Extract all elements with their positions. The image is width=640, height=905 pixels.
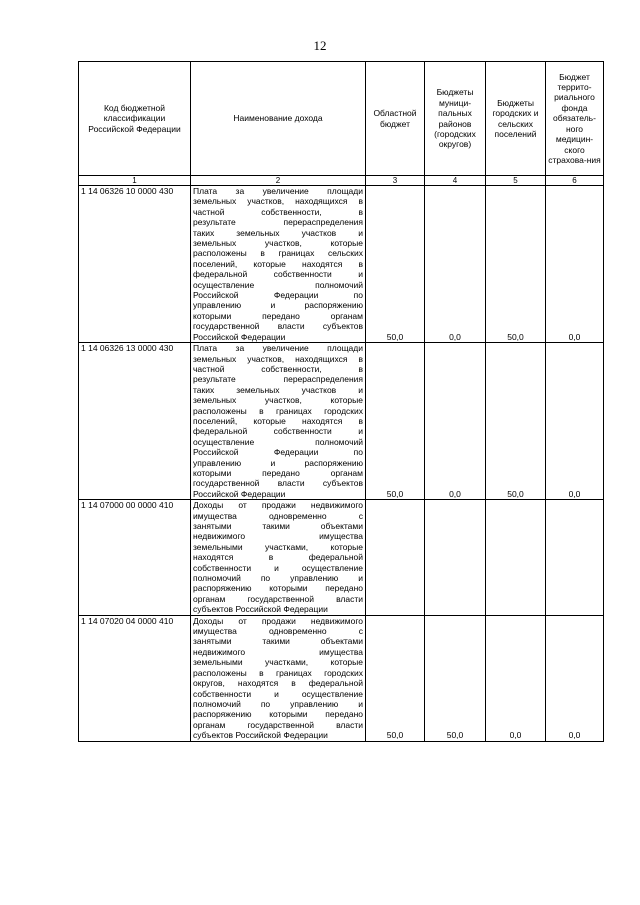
revenue-name-line: недвижимого имущества xyxy=(193,646,363,657)
revenue-name-line: расположены в границах городских xyxy=(193,405,363,416)
revenue-name-line: собственности и осуществление xyxy=(193,688,363,699)
value-fund: 0,0 xyxy=(546,186,604,343)
revenue-name-line: таких земельных участков и xyxy=(193,227,363,238)
revenue-name-line: занятыми такими объектами xyxy=(193,521,363,531)
revenue-name-line: занятыми такими объектами xyxy=(193,636,363,647)
header-row xyxy=(79,62,604,176)
budget-code: 1 14 06326 13 0000 430 xyxy=(79,343,191,500)
revenue-name-line: субъектов Российской Федерации xyxy=(193,604,328,615)
revenue-name-line: государственной власти субъектов xyxy=(193,478,363,489)
column-number: 2 xyxy=(191,176,366,186)
revenue-name-line: федеральной собственности и xyxy=(193,269,363,280)
value-settlement: 50,0 xyxy=(486,186,546,343)
revenue-name-line: полномочий по управлению и xyxy=(193,698,363,709)
revenue-name-line: земельными участками, которые xyxy=(193,541,363,552)
revenue-name-line: полномочий по управлению и xyxy=(193,573,363,584)
revenue-name-line: государственной власти субъектов xyxy=(193,321,363,332)
revenue-name-line: органам государственной власти xyxy=(193,719,363,730)
revenue-name-line: находятся в федеральной xyxy=(193,552,363,563)
revenue-name-line: Доходы от продажи недвижимого xyxy=(193,500,363,511)
revenue-name-line: которыми передано органам xyxy=(193,467,363,478)
revenue-name-line: собственности и осуществление xyxy=(193,562,363,573)
revenue-name-line: Российской Федерации xyxy=(193,488,286,499)
revenue-name-line: частной собственности, в xyxy=(193,363,363,374)
revenue-name-line: расположены в границах городских xyxy=(193,667,363,678)
value-fund xyxy=(546,500,604,615)
revenue-name-line: земельных участков, которые xyxy=(193,238,363,249)
revenue-name-line: частной собственности, в xyxy=(193,206,363,217)
revenue-name-line: расположены в границах сельских xyxy=(193,248,363,259)
value-municipal xyxy=(425,500,486,615)
revenue-name-line: земельных участков, находящихся в xyxy=(193,196,363,207)
revenue-name-line: результате перераспределения xyxy=(193,374,363,385)
revenue-name-line: органам государственной власти xyxy=(193,593,363,604)
page-number: 12 xyxy=(313,38,327,53)
column-number: 3 xyxy=(366,176,425,186)
revenue-name-line: недвижимого имущества xyxy=(193,531,363,542)
value-fund: 0,0 xyxy=(546,615,604,741)
value-municipal: 0,0 xyxy=(425,186,486,343)
value-regional: 50,0 xyxy=(366,343,425,500)
revenue-name xyxy=(191,186,366,343)
revenue-name-line: имущества одновременно с xyxy=(193,626,363,637)
budget-code: 1 14 06326 10 0000 430 xyxy=(79,186,191,343)
revenue-name-line: земельными участками, которые xyxy=(193,657,363,668)
revenue-name-line: земельных участков, которые xyxy=(193,395,363,406)
revenue-table xyxy=(78,61,604,742)
revenue-name-line: округов, находятся в федеральной xyxy=(193,678,363,689)
revenue-name-line: распоряжению которыми передано xyxy=(193,583,363,594)
revenue-name-line: имущества одновременно с xyxy=(193,510,363,521)
revenue-name-line: распоряжению которыми передано xyxy=(193,709,363,720)
value-fund: 0,0 xyxy=(546,343,604,500)
value-regional xyxy=(366,500,425,615)
revenue-name-line: Плата за увеличение площади xyxy=(193,343,363,354)
header-regional-budget: Областной бюджет xyxy=(366,62,425,176)
revenue-name-line: Плата за увеличение площади xyxy=(193,186,363,196)
revenue-name-line: управлению и распоряжению xyxy=(193,457,363,468)
revenue-name-line: осуществление полномочий xyxy=(193,279,363,290)
revenue-name-line: федеральной собственности и xyxy=(193,426,363,437)
revenue-name-line: поселений, которые находятся в xyxy=(193,415,363,426)
revenue-name-line: таких земельных участков и xyxy=(193,384,363,395)
column-number: 1 xyxy=(79,176,191,186)
revenue-name xyxy=(191,343,366,500)
header-settlement-budgets: Бюджеты городских и сельских поселений xyxy=(486,62,546,176)
value-regional: 50,0 xyxy=(366,186,425,343)
revenue-name-line: Доходы от продажи недвижимого xyxy=(193,615,363,626)
revenue-name xyxy=(191,500,366,615)
revenue-name-line: результате перераспределения xyxy=(193,217,363,228)
value-municipal: 0,0 xyxy=(425,343,486,500)
revenue-name-line: Российской Федерации по xyxy=(193,290,363,301)
table-row xyxy=(79,343,604,500)
revenue-name-line: Российской Федерации xyxy=(193,331,286,342)
budget-code: 1 14 07020 04 0000 410 xyxy=(79,615,191,741)
header-code: Код бюджетной классификации Российской Федерации xyxy=(79,62,191,176)
header-municipal-budgets: Бюджеты муници-пальных районов (городских округов) xyxy=(425,62,486,176)
revenue-name-line: земельных участков, находящихся в xyxy=(193,353,363,364)
table-row xyxy=(79,500,604,615)
revenue-name-line: осуществление полномочий xyxy=(193,436,363,447)
header-medical-insurance-fund: Бюджет террито-риального фонда обязатель-ного медицин-ского страхова-ния xyxy=(546,62,604,176)
column-number: 4 xyxy=(425,176,486,186)
column-number: 5 xyxy=(486,176,546,186)
column-number-row xyxy=(79,176,604,186)
column-number: 6 xyxy=(546,176,604,186)
revenue-name xyxy=(191,615,366,741)
header-name: Наименование дохода xyxy=(191,62,366,176)
revenue-name-line: субъектов Российской Федерации xyxy=(193,730,328,741)
table-row xyxy=(79,615,604,741)
value-regional: 50,0 xyxy=(366,615,425,741)
revenue-name-line: поселений, которые находятся в xyxy=(193,258,363,269)
value-settlement: 0,0 xyxy=(486,615,546,741)
revenue-name-line: которыми передано органам xyxy=(193,310,363,321)
revenue-name-line: управлению и распоряжению xyxy=(193,300,363,311)
revenue-name-line: Российской Федерации по xyxy=(193,447,363,458)
value-municipal: 50,0 xyxy=(425,615,486,741)
table-row xyxy=(79,186,604,343)
value-settlement: 50,0 xyxy=(486,343,546,500)
budget-code: 1 14 07000 00 0000 410 xyxy=(79,500,191,615)
value-settlement xyxy=(486,500,546,615)
